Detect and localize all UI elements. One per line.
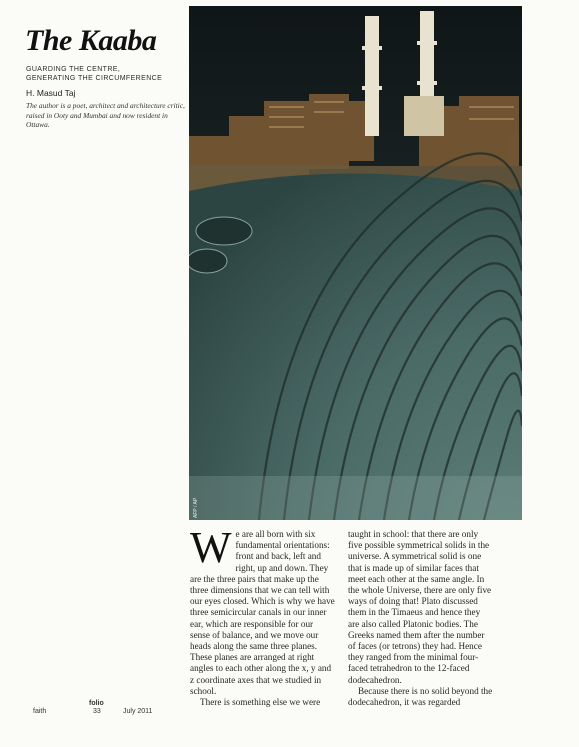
photo-credit: AFP / AP (193, 497, 199, 518)
article-column-2 (348, 529, 493, 708)
article-paragraph (190, 523, 335, 697)
drop-cap: W (190, 523, 232, 572)
article-paragraph: Because there is no solid beyond the dodecahedron, it was regarded (348, 685, 493, 708)
author-byline: H. Masud Taj (26, 88, 76, 98)
article-paragraph: There is something else we were (200, 697, 321, 708)
footer-section: faith (33, 708, 47, 715)
article-paragraph: taught in school: that there are only five possible symmetrical solids in the universe. A symmetrical solid is one that is made up of similar faces that meet each other at the same angle. In the whole Universe, there are only five ways of doing that! Plato discussed them in the Timaeus and hence they are also called Platonic bodies. The Greeks named them after the number of faces (or tetrons) they had. Hence they ranged from the minimal four-faced tetrahedron to the 12-faced dodecahedron. (348, 529, 492, 685)
footer-date: July 2011 (123, 708, 153, 715)
paragraph-text: e are all born with six fundamental orientations: front and back, left and right, up and down. They are the three pairs that make up the three dimensions that we can tell with our eyes closed. Which is why we have three semicircular canals in our inner ear, which are responsible for our sense of balance, and we move our heads along the same three planes. These planes are arranged at right angles to each other along the x, y and z coordinate axes that we studied in school. (190, 529, 335, 696)
page-number: 33 (93, 708, 101, 715)
kaaba-photograph (189, 6, 522, 520)
article-column-1 (190, 523, 335, 708)
subtitle-line: GENERATING THE CIRCUMFERENCE (26, 75, 163, 82)
article-subtitle (26, 65, 186, 83)
footer-magazine: folio (89, 700, 104, 707)
article-title: The Kaaba (25, 24, 157, 57)
author-bio: The author is a poet, architect and architecture critic, raised in Ooty and Mumbai and now resident in Ottawa. (26, 101, 185, 130)
subtitle-line: GUARDING THE CENTRE, (26, 66, 121, 73)
